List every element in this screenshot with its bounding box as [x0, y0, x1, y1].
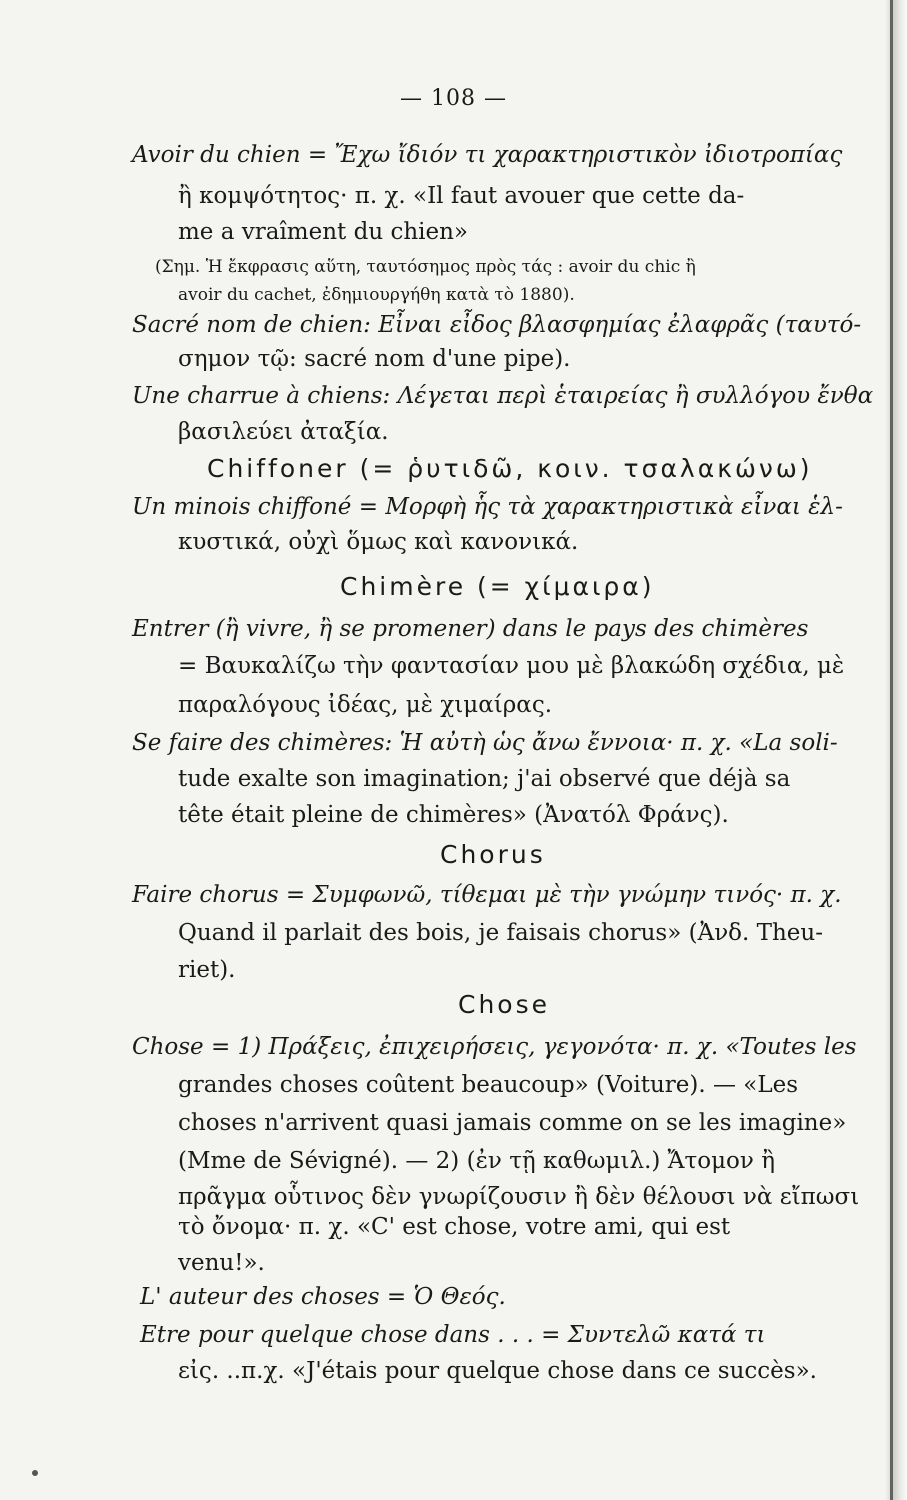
entry-entrer-pays-des-chimeres: Entrer (ἢ vivre, ἢ se promener) dans le pays des chimères	[132, 616, 809, 642]
entry-chose: Chose = 1) Πράξεις, ἐπιχειρήσεις, γεγονότα· π. χ. «Toutes les	[132, 1034, 857, 1060]
heading-chimere: Chimère (= χίμαιρα)	[340, 572, 655, 601]
entry-etre-pour-quelque-chose: Etre pour quelque chose dans . . . = Συντελῶ κατά τι	[140, 1322, 766, 1348]
entry-avoir-du-chien: Avoir du chien = Ἔχω ἴδιόν τι χαρακτηριστικὸν ἰδιοτροπίας	[132, 142, 843, 168]
page-number: — 108 —	[400, 86, 507, 111]
entry-un-minois-chiffone: Un minois chiffoné = Μορφὴ ἧς τὰ χαρακτηριστικὰ εἶναι ἑλ-	[132, 494, 843, 520]
entry-line: ἢ κομψότητος· π. χ. «Il faut avouer que cette da-	[178, 183, 745, 209]
entry-se-faire-des-chimeres: Se faire des chimères: Ἡ αὐτὴ ὡς ἄνω ἔννοια· π. χ. «La soli-	[132, 730, 838, 756]
page-edge-shadow	[885, 0, 907, 1500]
entry-line: grandes choses coûtent beaucoup» (Voiture). — «Les	[178, 1072, 799, 1098]
entry-line: me a vraîment du chien»	[178, 219, 468, 245]
page-edge-line	[890, 0, 893, 1500]
entry-line: tête était pleine de chimères» (Ἀνατόλ Φράνς).	[178, 802, 729, 828]
entry-line: πρᾶγμα οὗτινος δὲν γνωρίζουσιν ἢ δὲν θέλουσι νὰ εἴπωσι	[178, 1184, 860, 1210]
entry-line: choses n'arrivent quasi jamais comme on se les imagine»	[178, 1110, 847, 1136]
entry-line: tude exalte son imagination; j'ai observé que déjà sa	[178, 766, 791, 792]
entry-line: riet).	[178, 957, 236, 983]
entry-une-charrue: Une charrue à chiens: Λέγεται περὶ ἑταιρείας ἢ συλλόγου ἔνθα	[132, 383, 874, 409]
ink-spot	[32, 1470, 38, 1476]
entry-line: σημον τῷ: sacré nom d'une pipe).	[178, 346, 571, 372]
entry-sacre-nom-de-chien: Sacré nom de chien: Εἶναι εἶδος βλασφημίας ἐλαφρᾶς (ταυτό-	[132, 312, 862, 338]
entry-faire-chorus: Faire chorus = Συμφωνῶ, τίθεμαι μὲ τὴν γνώμην τινός· π. χ.	[132, 882, 842, 908]
entry-line: εἰς. ..π.χ. «J'étais pour quelque chose dans ce succès».	[178, 1358, 817, 1384]
entry-line: Quand il parlait des bois, je faisais chorus» (Ἀνδ. Theu-	[178, 920, 823, 946]
note-line: avoir du cachet, ἐδημιουργήθη κατὰ τὸ 1880).	[178, 285, 575, 305]
heading-chose: Chose	[458, 990, 551, 1019]
entry-line: βασιλεύει ἀταξία.	[178, 419, 389, 445]
heading-chiffoner: Chiffoner (= ῥυτιδῶ, κοιν. τσαλακώνω)	[207, 454, 813, 483]
entry-line: παραλόγους ἰδέας, μὲ χιμαίρας.	[178, 692, 553, 718]
entry-line: (Mme de Sévigné). — 2) (ἐν τῇ καθωμιλ.) Ἄτομον ἢ	[178, 1148, 775, 1174]
entry-line: κυστικά, οὐχὶ ὅμως καὶ κανονικά.	[178, 529, 579, 555]
note-line: (Σημ. Ἡ ἔκφρασις αὕτη, ταυτόσημος πρὸς τάς : avoir du chic ἢ	[155, 257, 696, 277]
entry-line: venu!».	[178, 1250, 265, 1276]
entry-l-auteur-des-choses: L' auteur des choses = Ὁ Θεός.	[140, 1284, 506, 1310]
heading-chorus: Chorus	[440, 840, 546, 869]
entry-line: τὸ ὄνομα· π. χ. «C' est chose, votre ami, qui est	[178, 1214, 731, 1240]
entry-line: = Βαυκαλίζω τὴν φαντασίαν μου μὲ βλακώδη σχέδια, μὲ	[178, 653, 845, 679]
